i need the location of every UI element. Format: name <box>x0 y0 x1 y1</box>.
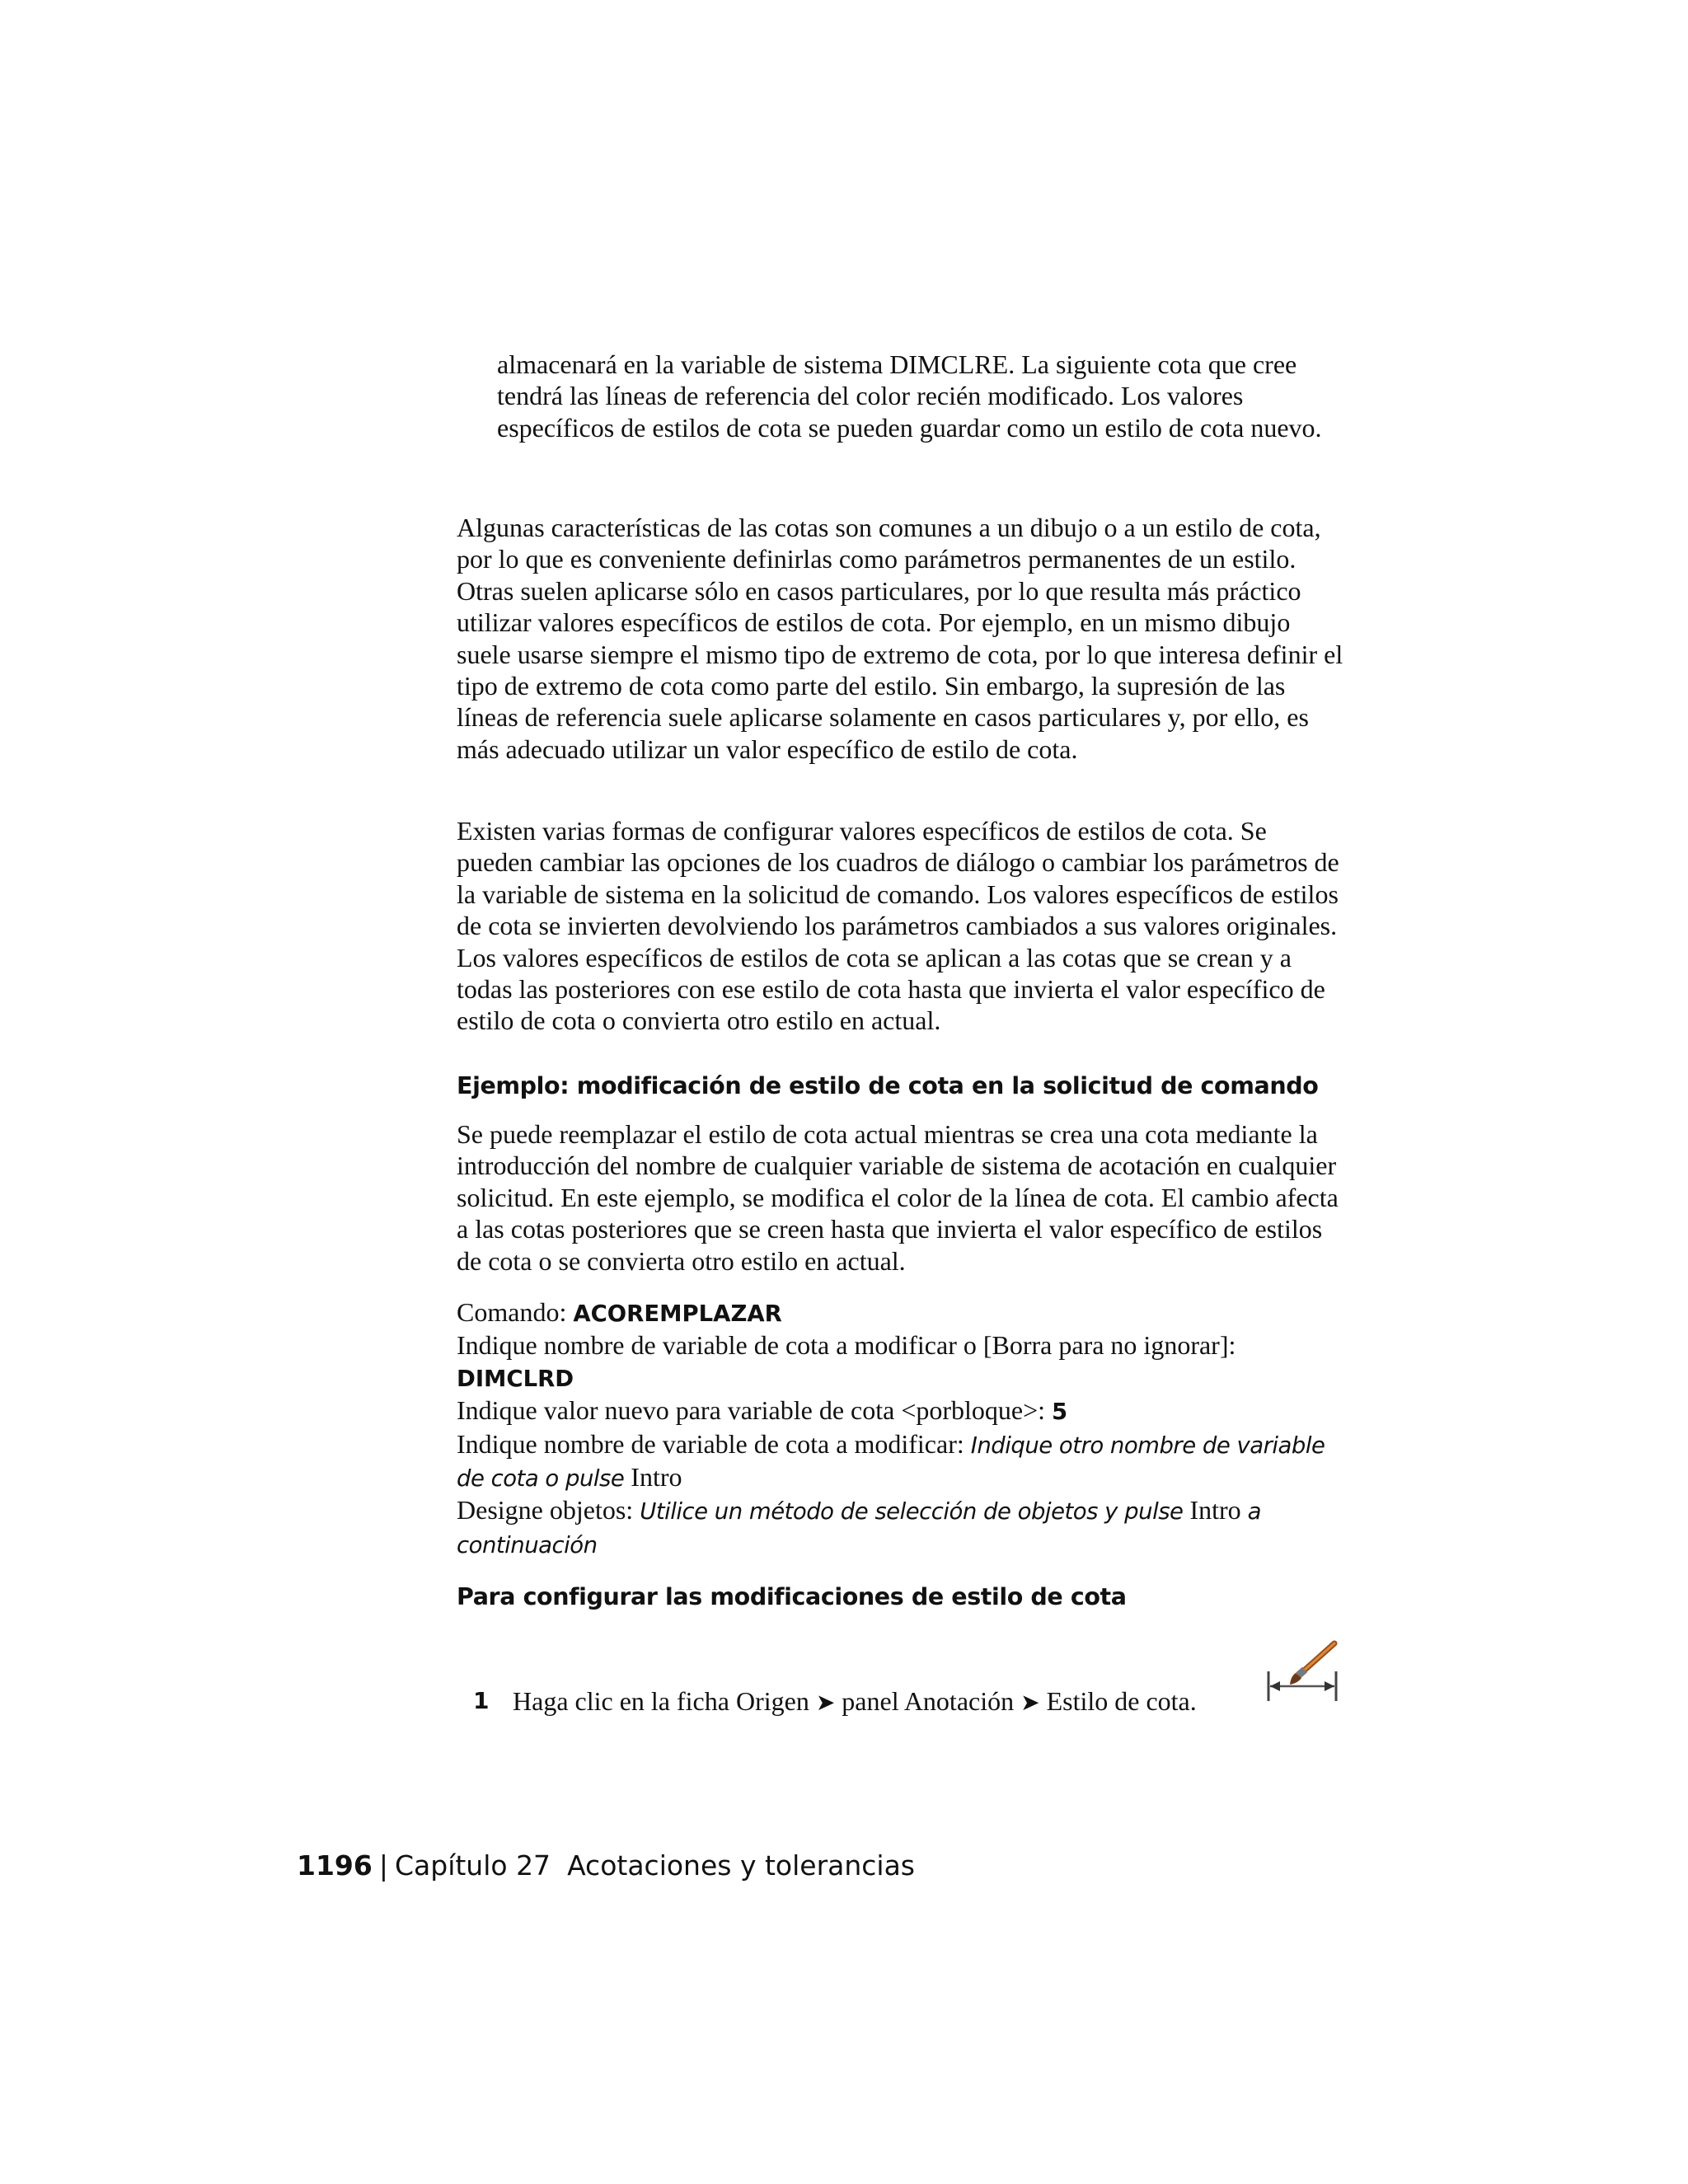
user-input-value: 5 <box>1052 1399 1068 1426</box>
command-line-1: Comando: ACOREMPLAZAR <box>457 1297 782 1327</box>
instruction-text: Utilice un método de selección de objetos y pulse <box>640 1498 1184 1526</box>
page-number: 1196 <box>297 1849 373 1882</box>
command-line-5: Designe objetos: Utilice un método de selección de objetos y pulse Intro a continuación <box>457 1495 1262 1558</box>
paragraph-example-description: Se puede reemplazar el estilo de cota actual mientras se crea una cota mediante la introducción del nombre de cualquier variable de sistema de acotación en cualquier solicitud. En este ejemplo, se modifica el color de la línea de cota. El cambio afecta a las cotas posteriores que se creen hasta que invierta el valor específico de estilos de cota o se convierta otro estilo en actual. <box>457 1119 1339 1276</box>
user-input-dimclrd: DIMCLRD <box>457 1365 574 1392</box>
dimension-style-icon <box>1265 1638 1341 1704</box>
step-number: 1 <box>473 1687 490 1714</box>
instruction-text: Indique otro nombre de variable de cota o pulse <box>457 1432 1325 1493</box>
command-name: ACOREMPLAZAR <box>573 1301 782 1327</box>
command-line-4: Indique nombre de variable de cota a modificar: Indique otro nombre de variable de cota o pulse Intro <box>457 1428 1325 1493</box>
command-line-3: Indique valor nuevo para variable de cota <porbloque>: 5 <box>457 1395 1068 1426</box>
command-line-2: Indique nombre de variable de cota a modificar o [Borra para no ignorar]: DIMCLRD <box>457 1330 1236 1392</box>
menu-arrow-icon: ➤ <box>1020 1690 1040 1716</box>
chapter-title: Acotaciones y tolerancias <box>567 1849 916 1882</box>
paragraph-characteristics: Algunas características de las cotas son comunes a un dibujo o a un estilo de cota, por lo que es conveniente definirlas como parámetros permanentes de un estilo. Otras suelen aplicarse sólo en casos particulares, por lo que resulta más práctico utilizar valores específicos de estilos de cota. Por ejemplo, en un mismo dibujo suele usarse siempre el mismo tipo de extremo de cota, por lo que interesa definir el tipo de extremo de cota como parte del estilo. Sin embargo, la supresión de las líneas de referencia suele aplicarse solamente en casos particulares y, por ello, es más adecuado utilizar un valor específico de estilo de cota. <box>457 513 1343 764</box>
section-heading-example: Ejemplo: modificación de estilo de cota en la solicitud de comando <box>457 1072 1319 1099</box>
instruction-text: a continuación <box>457 1498 1262 1558</box>
footer-separator: | <box>378 1849 388 1882</box>
command-line-example <box>457 1296 1347 1561</box>
chapter-number: Capítulo 27 <box>394 1849 551 1882</box>
section-heading-procedure: Para configurar las modificaciones de estilo de cota <box>457 1583 1127 1610</box>
page-footer <box>297 1848 915 1884</box>
paragraph-configuration: Existen varias formas de configurar valores específicos de estilos de cota. Se pueden cambiar las opciones de los cuadros de diálogo o cambiar los parámetros de la variable de sistema en la solicitud de comando. Los valores específicos de estilos de cota se invierten devolviendo los parámetros cambiados a sus valores originales. Los valores específicos de estilos de cota se aplican a las cotas que se crean y a todas las posteriores con ese estilo de cota hasta que invierta el valor específico de estilo de cota o convierta otro estilo en actual. <box>457 816 1339 1036</box>
procedure-step <box>473 1685 1380 1721</box>
paragraph-continuation: almacenará en la variable de sistema DIMCLRE. La siguiente cota que cree tendrá las líneas de referencia del color recién modificado. Los valores específicos de estilos de cota se pueden guardar como un estilo de cota nuevo. <box>497 349 1322 443</box>
step-text: Haga clic en la ficha Origen ➤ panel Anotación ➤ Estilo de cota. <box>513 1686 1197 1716</box>
menu-arrow-icon: ➤ <box>815 1690 836 1716</box>
